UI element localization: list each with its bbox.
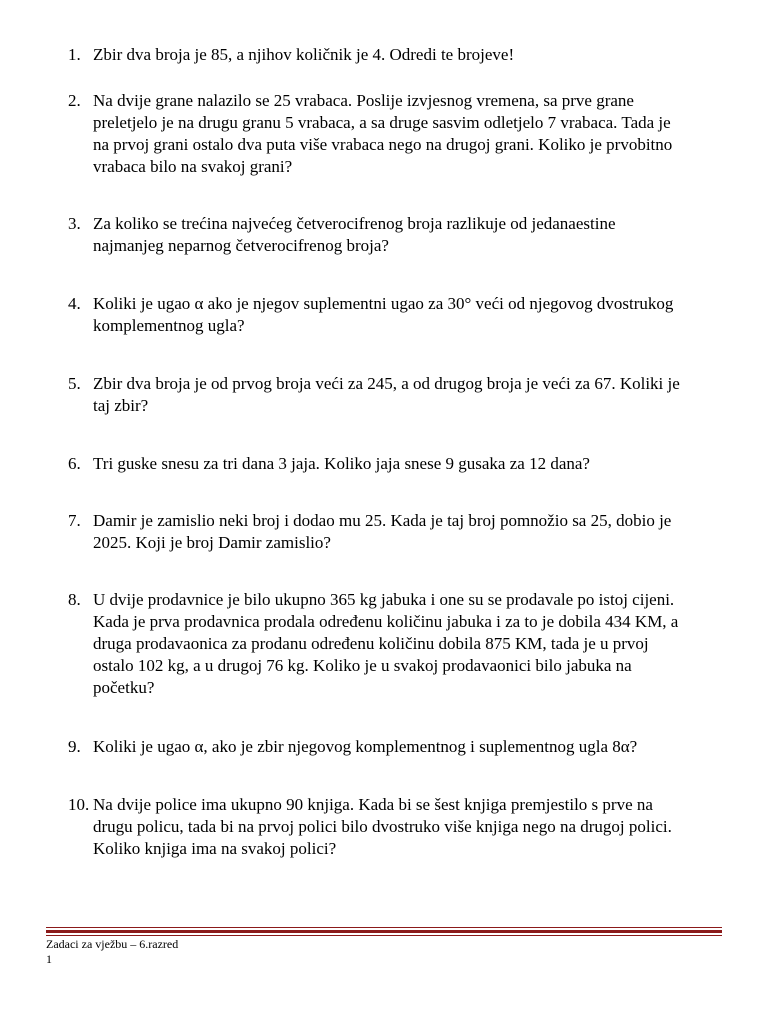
problem-text: Zbir dva broja je od prvog broja veći za 245, a od drugog broja je veći za 67. Koliki je taj zbir?	[93, 374, 680, 415]
problem-number: 5.	[68, 374, 81, 393]
problem-item	[68, 453, 728, 475]
problem-text: Na dvije grane nalazilo se 25 vrabaca. Poslije izvjesnog vremena, sa prve grane preletjelo je na drugu granu 5 vrabaca, a sa druge sasvim odletjelo 7 vrabaca. Tada je na prvoj grani ostalo dva puta više vrabaca nego na drugoj grani. Koliko je prvobitno vrabaca bilo na svakoj grani?	[93, 91, 673, 176]
problem-number: 7.	[68, 511, 81, 530]
problem-item	[68, 293, 728, 337]
problem-number: 3.	[68, 214, 81, 233]
problem-text: Za koliko se trećina najvećeg četverocifrenog broja razlikuje od jedanaestine najmanjeg neparnog četverocifrenog broja?	[93, 214, 616, 255]
problem-text: Damir je zamislio neki broj i dodao mu 25. Kada je taj broj pomnožio sa 25, dobio je 2025. Koji je broj Damir zamislio?	[93, 511, 672, 552]
problem-item	[68, 90, 728, 178]
problem-number: 8.	[68, 590, 81, 609]
problem-text: Koliki je ugao α ako je njegov suplementni ugao za 30° veći od njegovog dvostrukog komplementnog ugla?	[93, 294, 674, 335]
problem-number: 2.	[68, 91, 81, 110]
problem-text: Tri guske snesu za tri dana 3 jaja. Koliko jaja snese 9 gusaka za 12 dana?	[93, 454, 590, 473]
footer-divider	[46, 935, 722, 936]
page-number: 1	[46, 952, 52, 966]
problem-text: U dvije prodavnice je bilo ukupno 365 kg jabuka i one su se prodavale po istoj cijeni. Kada je prva prodavnica prodala određenu količinu jabuka i za to je dobila 434 KM, a druga prodavaonica za prodanu određenu količinu dobila 875 KM, tada je u prvoj ostalo 102 kg, a u drugoj 76 kg. Koliko je u svakoj prodavaonici bilo jabuka na početku?	[93, 590, 679, 697]
problem-text: Zbir dva broja je 85, a njihov količnik je 4. Odredi te brojeve!	[93, 45, 515, 64]
problem-item	[68, 736, 728, 758]
problem-number: 10.	[68, 795, 90, 814]
problem-number: 1.	[68, 45, 81, 64]
problem-text: Na dvije police ima ukupno 90 knjiga. Kada bi se šest knjiga premjestilo s prve na drugu policu, tada bi na prvoj polici bilo dvostruko više knjiga nego na drugoj polici. Koliko knjiga ima na svakoj polici?	[93, 795, 672, 858]
footer-title: Zadaci za vježbu – 6.razred	[46, 937, 179, 951]
problem-number: 6.	[68, 454, 81, 473]
problem-item	[68, 213, 728, 257]
problem-item	[68, 589, 728, 699]
problem-item	[68, 373, 728, 417]
problem-item	[68, 794, 728, 860]
page-footer	[46, 937, 178, 967]
problem-number: 9.	[68, 737, 81, 756]
footer-divider	[46, 930, 722, 933]
problem-text: Koliki je ugao α, ako je zbir njegovog komplementnog i suplementnog ugla 8α?	[93, 737, 638, 756]
footer-divider	[46, 927, 722, 928]
problem-item	[68, 44, 728, 66]
problem-number: 4.	[68, 294, 81, 313]
problem-item	[68, 510, 728, 554]
